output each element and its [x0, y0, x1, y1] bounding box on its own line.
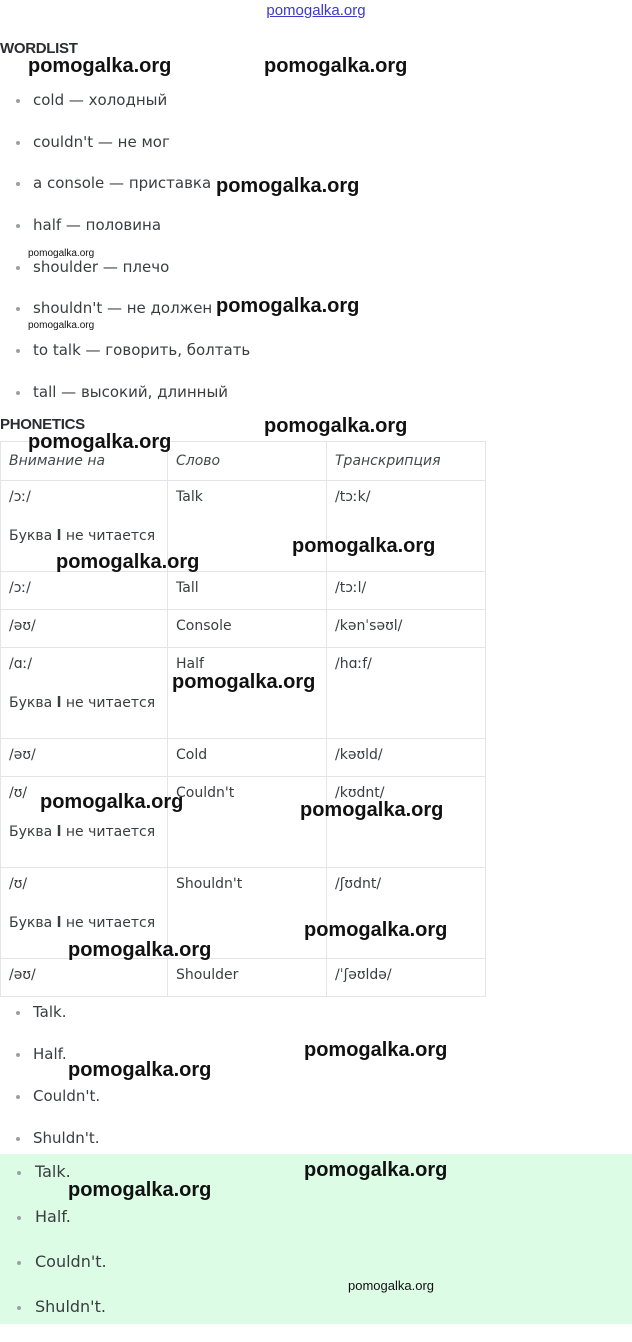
transcription-cell: /kəʊld/ — [327, 739, 486, 777]
phonetics-heading: PHONETICS — [0, 416, 85, 433]
table-row — [1, 572, 486, 610]
watermark: pomogalka.org — [28, 248, 95, 259]
list-item: Talk. — [0, 1162, 632, 1207]
sound-cell: /əʊ/ — [1, 959, 168, 997]
note-text: Буква l не читается — [9, 915, 156, 931]
transcription-cell: /ˈʃəʊldə/ — [327, 959, 486, 997]
word-cell: Half — [168, 648, 327, 739]
watermark: pomogalka.org — [264, 55, 408, 77]
watermark: pomogalka.org — [56, 551, 200, 573]
watermark: pomogalka.org — [68, 1179, 212, 1201]
word-cell: Shoulder — [168, 959, 327, 997]
column-header: Транскрипция — [327, 442, 486, 481]
watermark: pomogalka.org — [68, 939, 212, 961]
sound-cell: /ɔː/ Буква l не читается — [1, 481, 168, 572]
sound-cell: /ʊ/ Буква l не читается — [1, 777, 168, 868]
note-text: Буква l не читается — [9, 695, 156, 711]
watermark: pomogalka.org — [172, 671, 316, 693]
watermark: pomogalka.org — [348, 1278, 434, 1293]
list-item: Couldn't. — [0, 1252, 632, 1297]
table-row — [1, 959, 486, 997]
list-item: couldn't — не мог — [0, 132, 250, 174]
site-link[interactable]: pomogalka.org — [266, 2, 366, 19]
list-item: a console — приставка — [0, 173, 250, 215]
note-text: Буква l не читается — [9, 528, 156, 544]
watermark: pomogalka.org — [28, 55, 172, 77]
sound-cell: /ɑː/ Буква l не читается — [1, 648, 168, 739]
answer-list — [0, 1002, 100, 1170]
list-item: Talk. — [0, 1002, 100, 1044]
transcription-cell: /kʊdnt/ — [327, 777, 486, 868]
list-item: to talk — говорить, болтать — [0, 340, 250, 382]
transcription-cell: /ʃʊdnt/ — [327, 868, 486, 959]
list-item: cold — холодный — [0, 90, 250, 132]
list-item: half — половина — [0, 215, 250, 257]
list-item: shoulder — плечо — [0, 257, 250, 299]
sound-cell: /əʊ/ — [1, 610, 168, 648]
watermark: pomogalka.org — [28, 320, 95, 331]
watermark: pomogalka.org — [216, 295, 360, 317]
note-text: Буква l не читается — [9, 824, 156, 840]
transcription-cell: /tɔːk/ — [327, 481, 486, 572]
list-item: Couldn't. — [0, 1086, 100, 1128]
word-cell: Talk — [168, 481, 327, 572]
watermark: pomogalka.org — [216, 175, 360, 197]
watermark: pomogalka.org — [300, 799, 444, 821]
word-cell: Tall — [168, 572, 327, 610]
transcription-cell: /hɑːf/ — [327, 648, 486, 739]
watermark: pomogalka.org — [264, 415, 408, 437]
list-item: Shuldn't. — [0, 1297, 632, 1342]
watermark: pomogalka.org — [292, 535, 436, 557]
list-item: shouldn't — не должен — [0, 298, 250, 340]
column-header: Слово — [168, 442, 327, 481]
word-cell: Console — [168, 610, 327, 648]
watermark: pomogalka.org — [40, 791, 184, 813]
list-item: Half. — [0, 1044, 100, 1086]
list-item: Half. — [0, 1207, 632, 1252]
sound-cell: /ɔː/ — [1, 572, 168, 610]
list-item: Shuldn't. — [0, 1128, 100, 1170]
phonetics-table — [0, 441, 486, 997]
transcription-cell: /kənˈsəʊl/ — [327, 610, 486, 648]
column-header: Внимание на — [1, 442, 168, 481]
sound-cell: /əʊ/ — [1, 739, 168, 777]
watermark: pomogalka.org — [304, 1039, 448, 1061]
watermark: pomogalka.org — [304, 919, 448, 941]
sound-cell: /ʊ/ Буква l не читается — [1, 868, 168, 959]
table-row — [1, 610, 486, 648]
wordlist-heading: WORDLIST — [0, 40, 78, 57]
word-cell: Cold — [168, 739, 327, 777]
watermark: pomogalka.org — [28, 431, 172, 453]
word-cell: Shouldn't — [168, 868, 327, 959]
watermark: pomogalka.org — [304, 1159, 448, 1181]
transcription-cell: /tɔːl/ — [327, 572, 486, 610]
list-item: tall — высокий, длинный — [0, 382, 250, 424]
watermark: pomogalka.org — [68, 1059, 212, 1081]
table-row — [1, 739, 486, 777]
word-cell: Couldn't — [168, 777, 327, 868]
